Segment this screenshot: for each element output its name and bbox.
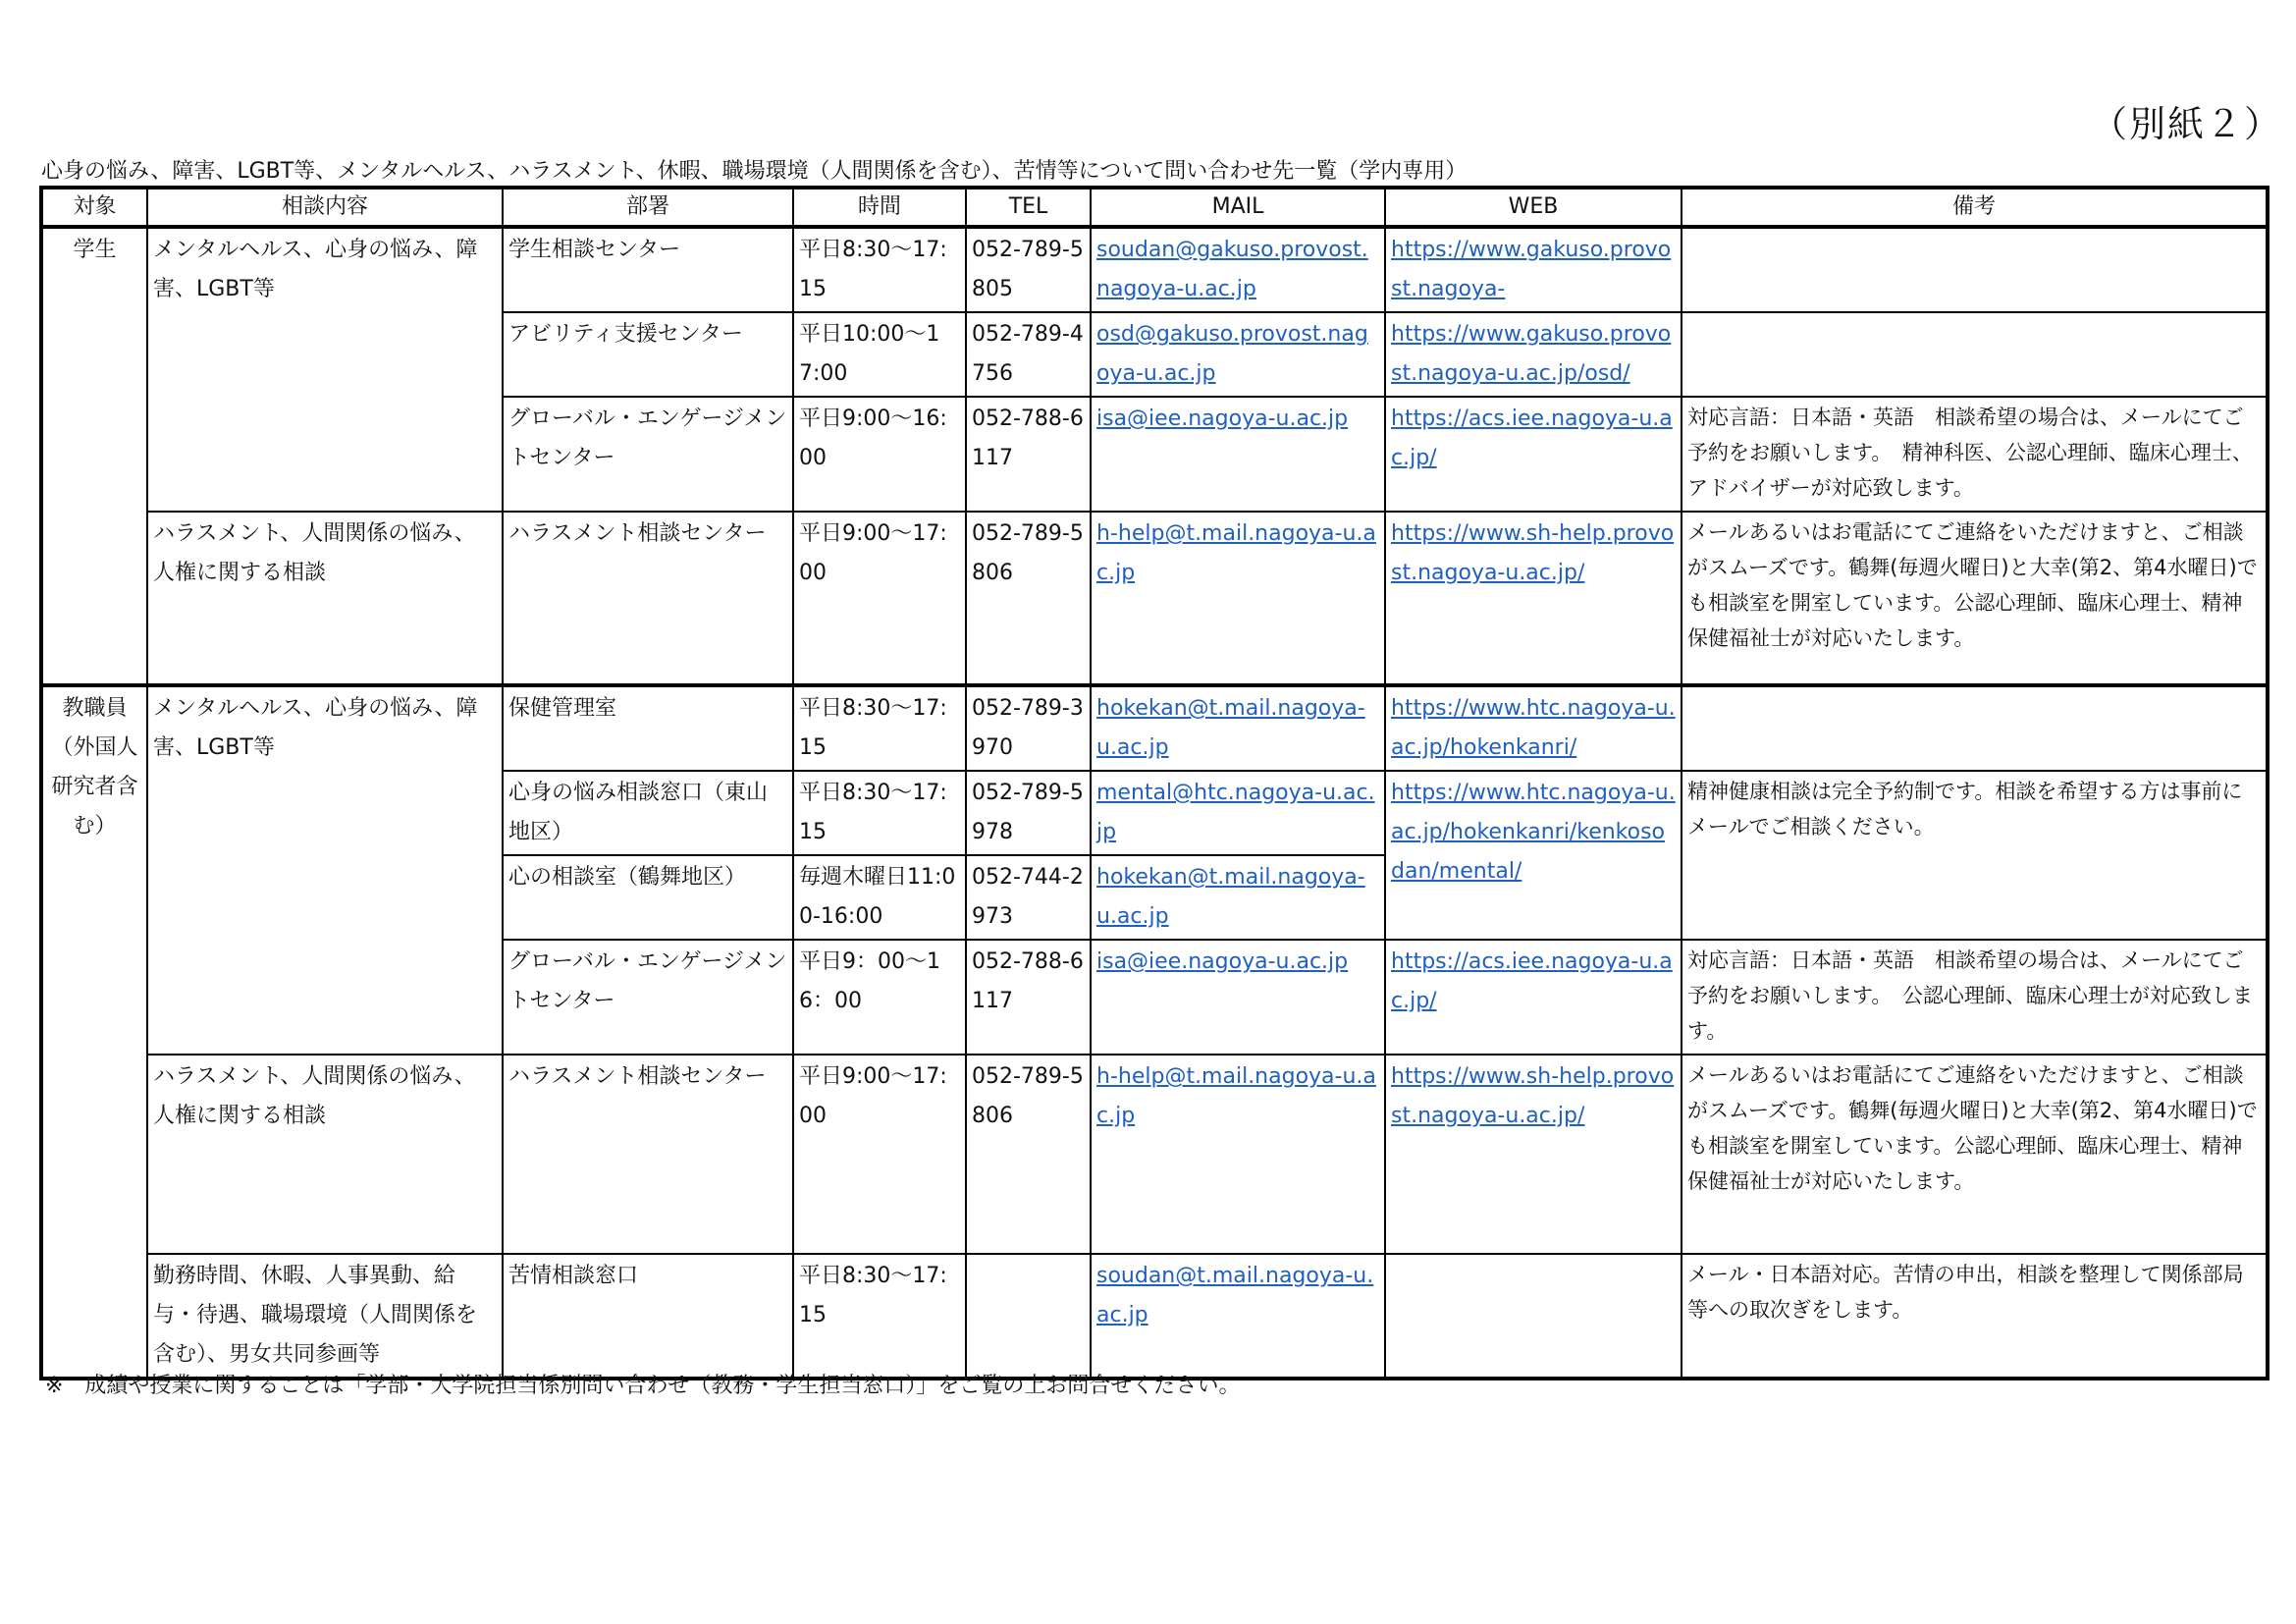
note-cell: 対応言語：日本語・英語 相談希望の場合は、メールにてご予約をお願いします。 公認心理師、臨床心理士が対応致します。	[1682, 940, 2268, 1055]
header-mail: MAIL	[1091, 188, 1385, 227]
web-cell	[1385, 940, 1682, 1055]
time-cell: 平日8:30～17:15	[793, 771, 966, 855]
dept-cell: 学生相談センター	[503, 227, 793, 312]
mail-link[interactable]: h-help@t.mail.nagoya-u.ac.jp	[1096, 521, 1376, 585]
tel-cell	[966, 1254, 1091, 1379]
mail-cell	[1091, 685, 1385, 771]
web-cell	[1385, 1254, 1682, 1379]
mail-cell	[1091, 512, 1385, 685]
content-cell: ハラスメント、人間関係の悩み、人権に関する相談	[147, 1055, 503, 1254]
web-link[interactable]: https://www.sh-help.provost.nagoya-u.ac.jp/	[1391, 1064, 1675, 1128]
web-link[interactable]: https://www.htc.nagoya-u.ac.jp/hokenkanri/	[1391, 696, 1676, 760]
time-cell: 平日8:30～17:15	[793, 227, 966, 312]
note-cell: メールあるいはお電話にてご連絡をいただけますと、ご相談がスムーズです。鶴舞(毎週火曜日)と大幸(第2、第4水曜日)でも相談室を開室しています。公認心理師、臨床心理士、精神保健福祉士が対応いたします。	[1682, 512, 2268, 685]
content-cell: メンタルヘルス、心身の悩み、障害、LGBT等	[147, 685, 503, 1055]
dept-cell: グローバル・エンゲージメントセンター	[503, 940, 793, 1055]
mail-cell	[1091, 855, 1385, 940]
table-header-row	[41, 188, 2268, 227]
header-content: 相談内容	[147, 188, 503, 227]
table-row	[41, 512, 2268, 685]
contact-table	[39, 186, 2269, 1380]
web-cell	[1385, 685, 1682, 771]
web-link[interactable]: https://www.gakuso.provost.nagoya-u.ac.jp/osd/	[1391, 322, 1672, 386]
header-dept: 部署	[503, 188, 793, 227]
web-cell	[1385, 1055, 1682, 1254]
web-link[interactable]: https://acs.iee.nagoya-u.ac.jp/	[1391, 406, 1673, 470]
web-cell	[1385, 227, 1682, 312]
time-cell: 平日10:00～17:00	[793, 312, 966, 397]
web-link[interactable]: https://www.htc.nagoya-u.ac.jp/hokenkanri/kenkosodan/mental/	[1391, 781, 1676, 884]
header-time: 時間	[793, 188, 966, 227]
web-cell	[1385, 512, 1682, 685]
note-cell	[1682, 227, 2268, 312]
tel-cell: 052-789-5805	[966, 227, 1091, 312]
mail-cell	[1091, 771, 1385, 855]
mail-cell	[1091, 397, 1385, 512]
mail-cell	[1091, 1254, 1385, 1379]
table-row	[41, 227, 2268, 312]
web-link[interactable]: https://acs.iee.nagoya-u.ac.jp/	[1391, 949, 1673, 1013]
header-tel: TEL	[966, 188, 1091, 227]
tel-cell: 052-788-6117	[966, 940, 1091, 1055]
mail-link[interactable]: osd@gakuso.provost.nagoya-u.ac.jp	[1096, 322, 1368, 386]
web-cell	[1385, 397, 1682, 512]
tel-cell: 052-789-3970	[966, 685, 1091, 771]
dept-cell: 心の相談室（鶴舞地区）	[503, 855, 793, 940]
note-cell: メールあるいはお電話にてご連絡をいただけますと、ご相談がスムーズです。鶴舞(毎週火曜日)と大幸(第2、第4水曜日)でも相談室を開室しています。公認心理師、臨床心理士、精神保健福祉士が対応いたします。	[1682, 1055, 2268, 1254]
time-cell: 平日9：00～16：00	[793, 940, 966, 1055]
dept-cell: 保健管理室	[503, 685, 793, 771]
mail-link[interactable]: isa@iee.nagoya-u.ac.jp	[1096, 949, 1349, 974]
web-link[interactable]: https://www.sh-help.provost.nagoya-u.ac.jp/	[1391, 521, 1675, 585]
tel-cell: 052-744-2973	[966, 855, 1091, 940]
dept-cell: 苦情相談窓口	[503, 1254, 793, 1379]
content-cell: ハラスメント、人間関係の悩み、人権に関する相談	[147, 512, 503, 685]
target-students: 学生	[41, 227, 147, 685]
dept-cell: ハラスメント相談センター	[503, 1055, 793, 1254]
footnote: ※ 成績や授業に関することは「学部・大学院担当係別問い合わせ（教務・学生担当窓口）」をご覧の上お問合せください。	[45, 1374, 1241, 1398]
table-row	[41, 1055, 2268, 1254]
web-cell	[1385, 771, 1682, 940]
web-cell	[1385, 312, 1682, 397]
time-cell: 平日9:00～16:00	[793, 397, 966, 512]
mail-link[interactable]: mental@htc.nagoya-u.ac.jp	[1096, 781, 1375, 844]
tel-cell: 052-789-5806	[966, 512, 1091, 685]
tel-cell: 052-789-5978	[966, 771, 1091, 855]
time-cell: 平日9:00～17:00	[793, 512, 966, 685]
header-web: WEB	[1385, 188, 1682, 227]
time-cell: 平日8:30～17:15	[793, 1254, 966, 1379]
dept-cell: アビリティ支援センター	[503, 312, 793, 397]
table-row	[41, 1254, 2268, 1379]
time-cell: 平日8:30～17:15	[793, 685, 966, 771]
dept-cell: 心身の悩み相談窓口（東山地区）	[503, 771, 793, 855]
content-cell: 勤務時間、休暇、人事異動、給与・待遇、職場環境（人間関係を含む）、男女共同参画等	[147, 1254, 503, 1379]
mail-link[interactable]: isa@iee.nagoya-u.ac.jp	[1096, 406, 1349, 431]
web-link[interactable]: https://www.gakuso.provost.nagoya-	[1391, 238, 1672, 301]
note-cell	[1682, 312, 2268, 397]
note-cell: 対応言語：日本語・英語 相談希望の場合は、メールにてご予約をお願いします。 精神科医、公認心理師、臨床心理士、アドバイザーが対応致します。	[1682, 397, 2268, 512]
mail-cell	[1091, 940, 1385, 1055]
tel-cell: 052-788-6117	[966, 397, 1091, 512]
time-cell: 平日9:00～17:00	[793, 1055, 966, 1254]
page-title: 心身の悩み、障害、LGBT等、メンタルヘルス、ハラスメント、休暇、職場環境（人間関係を含む）、苦情等について問い合わせ先一覧（学内専用）	[41, 159, 1468, 184]
mail-link[interactable]: soudan@gakuso.provost.nagoya-u.ac.jp	[1096, 238, 1368, 301]
dept-cell: グローバル・エンゲージメントセンター	[503, 397, 793, 512]
time-cell: 毎週木曜日11:00-16:00	[793, 855, 966, 940]
target-staff: 教職員（外国人研究者含む）	[41, 685, 147, 1379]
header-target: 対象	[41, 188, 147, 227]
mail-cell	[1091, 312, 1385, 397]
mail-link[interactable]: hokekan@t.mail.nagoya-u.ac.jp	[1096, 865, 1365, 929]
dept-cell: ハラスメント相談センター	[503, 512, 793, 685]
note-cell	[1682, 685, 2268, 771]
tel-cell: 052-789-4756	[966, 312, 1091, 397]
header-note: 備考	[1682, 188, 2268, 227]
note-cell: 精神健康相談は完全予約制です。相談を希望する方は事前にメールでご相談ください。	[1682, 771, 2268, 940]
table-row	[41, 685, 2268, 771]
mail-link[interactable]: hokekan@t.mail.nagoya-u.ac.jp	[1096, 696, 1365, 760]
note-cell: メール・日本語対応。苦情の申出，相談を整理して関係部局等への取次ぎをします。	[1682, 1254, 2268, 1379]
content-cell: メンタルヘルス、心身の悩み、障害、LGBT等	[147, 227, 503, 512]
mail-link[interactable]: h-help@t.mail.nagoya-u.ac.jp	[1096, 1064, 1376, 1128]
annex-label: （別紙２）	[2091, 103, 2282, 145]
mail-cell	[1091, 1055, 1385, 1254]
mail-link[interactable]: soudan@t.mail.nagoya-u.ac.jp	[1096, 1264, 1374, 1327]
tel-cell: 052-789-5806	[966, 1055, 1091, 1254]
mail-cell	[1091, 227, 1385, 312]
